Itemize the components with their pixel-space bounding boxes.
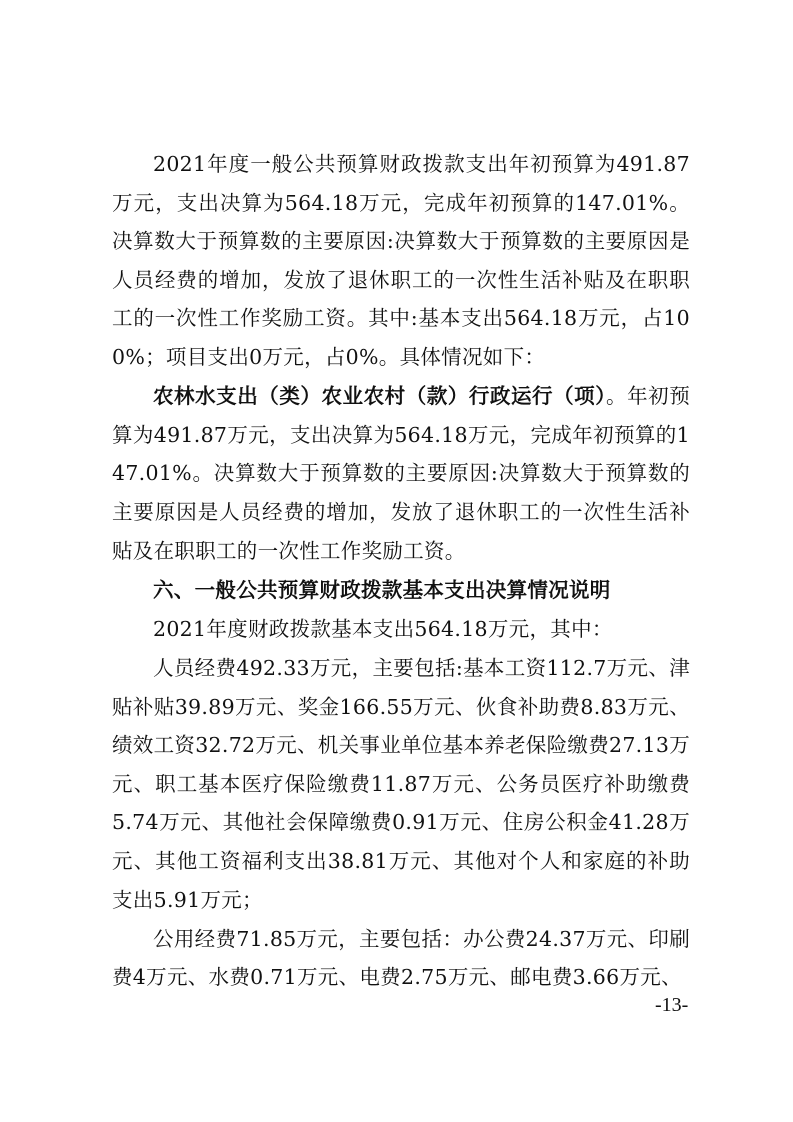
page-number: -13- [655, 994, 689, 1016]
paragraph-text: 2021年度一般公共预算财政拨款支出年初预算为491.87万元，支出决算为564.18万元，完成年初预算的147.01%。决算数大于预算数的主要原因:决算数大于预算数的主要原因是人员经费的增加，发放了退休职工的一次性生活补贴及在职职工的一次性工作奖励工资。其中:基本支出564.18万元，占100%；项目支出0万元，占0%。具体情况如下： [112, 152, 690, 369]
section-heading: 六、一般公共预算财政拨款基本支出决算情况说明 [153, 577, 611, 602]
paragraph-text: 。年初预算为491.87万元，支出决算为564.18万元，完成年初预算的147.01%。决算数大于预算数的主要原因:决算数大于预算数的主要原因是人员经费的增加，发放了退休职工的一次性生活补贴及在职职工的一次性工作奖励工资。 [112, 384, 690, 563]
paragraph-text: 2021年度财政拨款基本支出564.18万元，其中： [153, 616, 613, 641]
paragraph-budget-summary [112, 145, 690, 377]
paragraph-text: 公用经费71.85万元，主要包括：办公费24.37万元、印刷费4万元、水费0.71万元、电费2.75万元、邮电费3.66万元、 [112, 926, 690, 990]
document-body [112, 145, 690, 997]
paragraph-bold-lead: 农林水支出（类）农业农村（款）行政运行（项） [153, 384, 607, 409]
paragraph-text: 人员经费492.33万元，主要包括:基本工资112.7万元、津贴补贴39.89万元、奖金166.55万元、伙食补助费8.83万元、绩效工资32.72万元、机关事业单位基本养老保险缴费27.13万元、职工基本医疗保险缴费11.87万元、公务员医疗补助缴费5.74万元、其他社会保障缴费0.91万元、住房公积金41.28万元、其他工资福利支出38.81万元、其他对个人和家庭的补助支出5.91万元； [112, 656, 690, 912]
paragraph-agriculture-expenditure [112, 377, 690, 570]
paragraph-public-expenses [112, 920, 690, 997]
paragraph-basic-expenditure-total [112, 610, 690, 649]
paragraph-personnel-expenses [112, 649, 690, 919]
